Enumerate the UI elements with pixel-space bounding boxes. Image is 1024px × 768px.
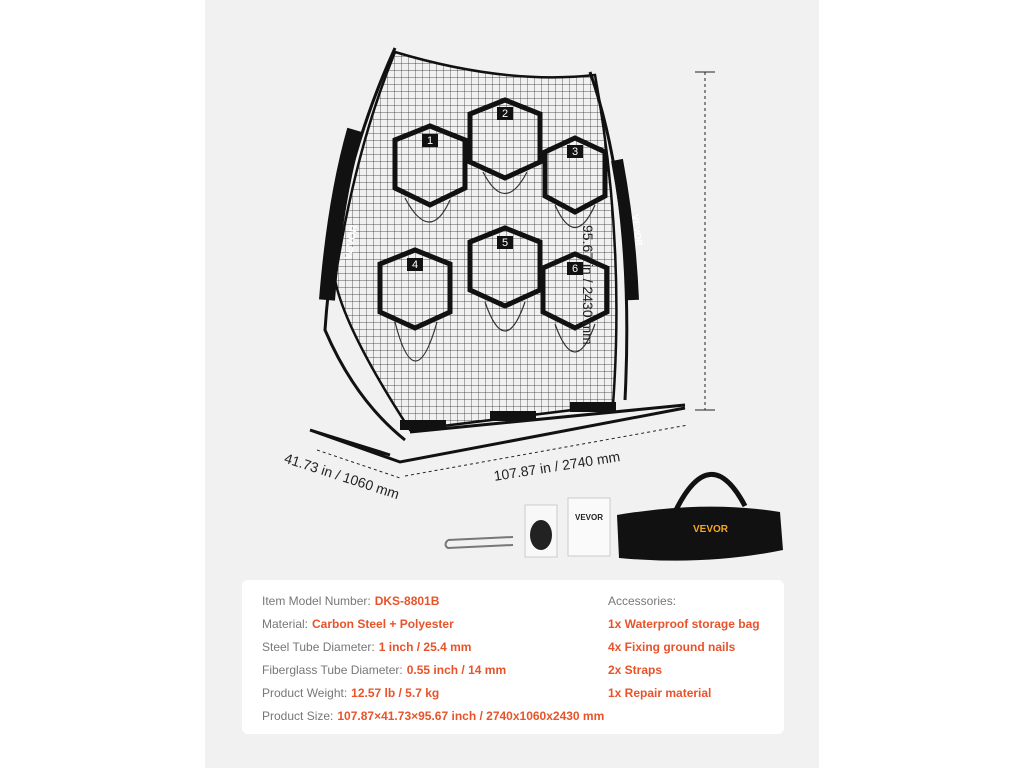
svg-text:4: 4 [411, 259, 419, 271]
svg-text:3: 3 [571, 146, 579, 158]
accessories-title: Accessories: [608, 594, 677, 608]
spec-size: Product Size: 107.87×41.73×95.67 inch / 2740x1060x2430 mm [262, 709, 605, 723]
svg-text:VEVOR: VEVOR [574, 513, 604, 522]
net-illustration [205, 0, 819, 580]
svg-text:1: 1 [426, 135, 434, 147]
instruction-card [568, 498, 610, 556]
svg-text:2: 2 [501, 108, 509, 120]
spec-material: Material: Carbon Steel + Polyester [262, 617, 454, 631]
ground-nail [446, 537, 514, 548]
dimension-depth: 41.73 in / 1060 mm [282, 449, 402, 503]
spec-model: Item Model Number: DKS-8801B [262, 594, 440, 608]
base-pad-3 [570, 402, 616, 412]
storage-bag [617, 474, 783, 560]
spec-weight: Product Weight: 12.57 lb / 5.7 kg [262, 686, 440, 700]
accessory-item: 2x Straps [608, 663, 663, 677]
svg-text:6: 6 [571, 263, 579, 275]
svg-text:VEVOR: VEVOR [693, 524, 729, 535]
spec-card [242, 580, 784, 734]
product-diagram [205, 0, 819, 580]
brand-right: VEVOR [630, 213, 645, 247]
base-pad-1 [400, 420, 446, 430]
dimension-width: 107.87 in / 2740 mm [492, 448, 622, 484]
accessory-item: 1x Waterproof storage bag [608, 617, 760, 631]
brand-left: VEVOR [343, 224, 361, 261]
spec-fiberglass-tube: Fiberglass Tube Diameter: 0.55 inch / 14 mm [262, 663, 507, 677]
svg-text:5: 5 [501, 237, 509, 249]
accessory-item: 1x Repair material [608, 686, 712, 700]
spec-steel-tube: Steel Tube Diameter: 1 inch / 25.4 mm [262, 640, 472, 654]
dimension-height: 95.67 in / 2430 mm [580, 225, 596, 345]
accessory-item: 4x Fixing ground nails [608, 640, 736, 654]
base-pad-2 [490, 411, 536, 421]
